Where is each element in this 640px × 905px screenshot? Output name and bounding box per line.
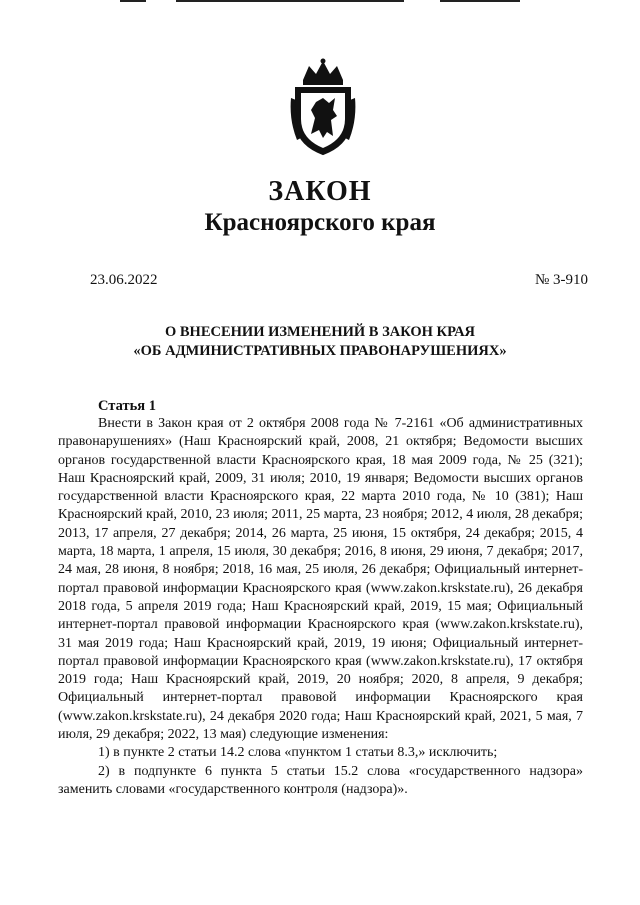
top-scan-line-left — [120, 0, 146, 2]
coat-of-arms-emblem — [289, 58, 357, 158]
document-number: № 3-910 — [534, 272, 588, 288]
top-scan-line-mid — [176, 0, 404, 2]
document-title: ЗАКОН — [268, 176, 372, 207]
document-date: 23.06.2022 — [90, 272, 158, 288]
top-scan-line-right — [440, 0, 520, 2]
document-subtitle: Красноярского края — [204, 209, 436, 236]
article-paragraph-item-1: 1) в пункте 2 статьи 14.2 слова «пунктом 1 статьи 8.3,» исключить; — [98, 745, 498, 761]
article-paragraph-item-2: 2) в подпункте 6 пункта 5 статьи 15.2 слова «государственного надзора» заменить словами «государственного контроля (надзора)». — [58, 763, 583, 797]
article-title: Статья 1 — [98, 398, 156, 414]
law-heading — [0, 323, 640, 361]
law-heading-line-1: О ВНЕСЕНИИ ИЗМЕНЕНИЙ В ЗАКОН КРАЯ — [164, 324, 476, 340]
article-body — [58, 415, 583, 799]
law-heading-line-2: «ОБ АДМИНИСТРАТИВНЫХ ПРАВОНАРУШЕНИЯХ» — [133, 343, 507, 359]
article-paragraph-main: Внести в Закон края от 2 октября 2008 года № 7-2161 «Об административных правонарушениях» (Наш Красноярский край, 2008, 21 октября; Ведомости высших органов государственной власти Красноярского края, 18 мая 2009 года, № 25 (321); Наш Красноярский край, 2009, 31 июля; 2010, 19 января; Ведомости высших органов государственной власти Красноярского края, 22 марта 2010 года, № 10 (381); Наш Красноярский край, 2010, 23 июля; 2011, 25 марта, 23 ноября; 2012, 4 июля, 28 декабря; 2013, 17 апреля, 27 декабря; 2014, 26 марта, 25 июня, 15 октября, 24 декабря; 2015, 4 марта, 18 марта, 1 апреля, 15 июля, 30 декабря; 2016, 8 июня, 29 июня, 7 декабря; 2017, 24 мая, 28 июня, 8 ноября; 2018, 16 мая, 25 июля, 26 декабря; Официальный интернет-портал правовой информации Красноярского края (www.zakon.krskstate.ru), 26 декабря 2018 года, 5 апреля 2019 года; Наш Красноярский край, 2019, 15 мая; Официальный интернет-портал правовой информации Красноярского края (www.zakon.krskstate.ru), 31 мая 2019 года; Наш Красноярский край, 2019, 19 июня; Официальный интернет-портал правовой информации Красноярского края (www.zakon.krskstate.ru), 17 октября 2019 года; Наш Красноярский край, 2019, 20 ноября; 2020, 8 апреля, 9 декабря; Официальный интернет-портал правовой информации Красноярского края (www.zakon.krskstate.ru), 24 декабря 2020 года; Наш Красноярский край, 2021, 5 мая, 7 июля, 29 декабря; 2022, 13 мая) следующие изменения: — [58, 416, 583, 743]
